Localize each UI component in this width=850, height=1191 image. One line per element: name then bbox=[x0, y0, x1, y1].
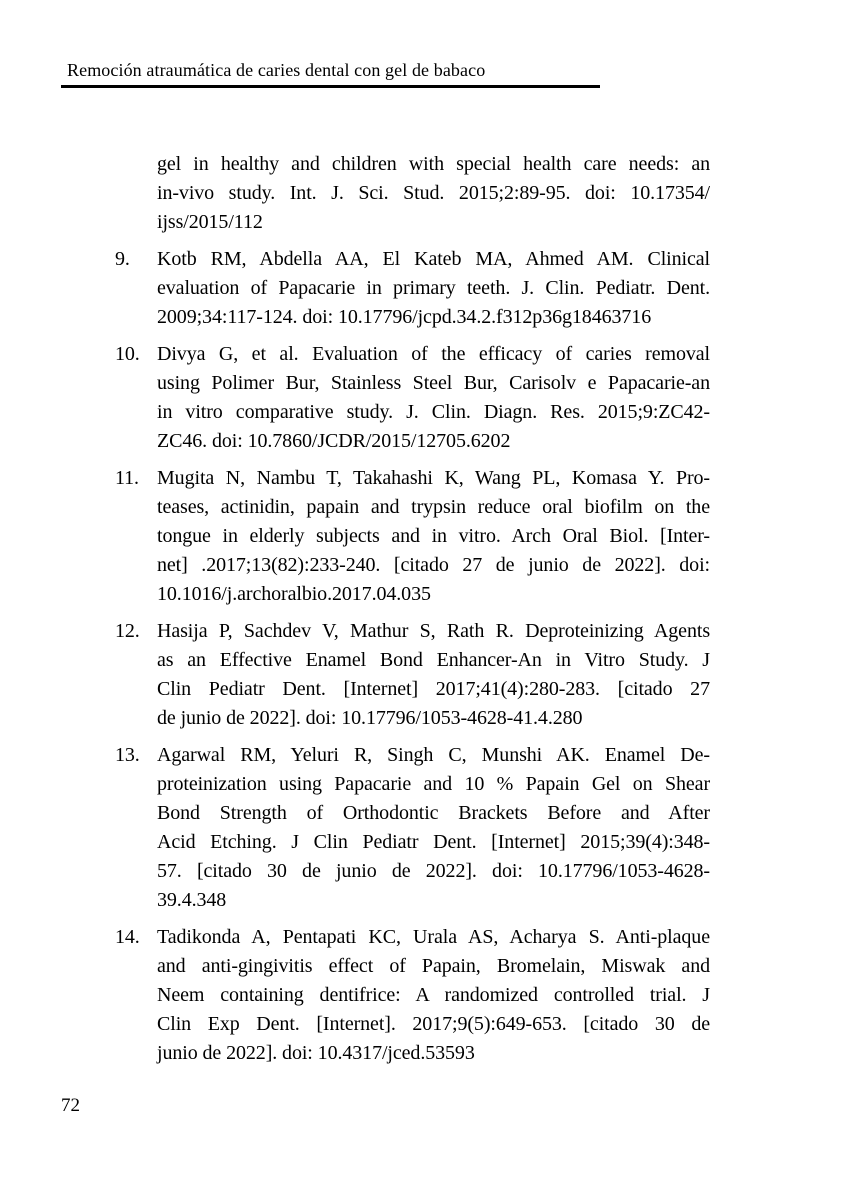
reference-line: Bond Strength of Orthodontic Brackets Before and After bbox=[157, 802, 710, 824]
reference-line: proteinization using Papacarie and 10 % Papain Gel on Shear bbox=[157, 773, 710, 795]
reference-item bbox=[115, 340, 710, 456]
reference-line: and anti-gingivitis effect of Papain, Bromelain, Miswak and bbox=[157, 955, 710, 977]
reference-item bbox=[115, 741, 710, 915]
reference-line: evaluation of Papacarie in primary teeth. J. Clin. Pediatr. Dent. bbox=[157, 277, 710, 299]
reference-line: as an Effective Enamel Bond Enhancer-An in Vitro Study. J bbox=[157, 649, 710, 671]
reference-line: ijss/2015/112 bbox=[157, 211, 263, 233]
reference-line: Acid Etching. J Clin Pediatr Dent. [Internet] 2015;39(4):348- bbox=[157, 831, 710, 853]
reference-line: Divya G, et al. Evaluation of the efficacy of caries removal bbox=[157, 343, 710, 365]
reference-number: 10. bbox=[115, 343, 140, 365]
reference-line: Clin Exp Dent. [Internet]. 2017;9(5):649-653. [citado 30 de bbox=[157, 1013, 710, 1035]
reference-line: 39.4.348 bbox=[157, 889, 227, 911]
reference-number: 14. bbox=[115, 926, 140, 948]
reference-line: gel in healthy and children with special health care needs: an bbox=[157, 153, 710, 175]
reference-line: Hasija P, Sachdev V, Mathur S, Rath R. Deproteinizing Agents bbox=[157, 620, 710, 642]
reference-list bbox=[115, 150, 710, 1076]
reference-item bbox=[115, 923, 710, 1068]
reference-number: 12. bbox=[115, 620, 140, 642]
reference-line: in-vivo study. Int. J. Sci. Stud. 2015;2:89-95. doi: 10.17354/ bbox=[157, 182, 710, 204]
reference-line: net] .2017;13(82):233-240. [citado 27 de junio de 2022]. doi: bbox=[157, 554, 710, 576]
reference-item bbox=[115, 464, 710, 609]
reference-line: in vitro comparative study. J. Clin. Diagn. Res. 2015;9:ZC42- bbox=[157, 401, 710, 423]
reference-line: Agarwal RM, Yeluri R, Singh C, Munshi AK. Enamel De- bbox=[157, 744, 710, 766]
reference-line: teases, actinidin, papain and trypsin reduce oral biofilm on the bbox=[157, 496, 710, 518]
reference-item bbox=[115, 150, 710, 237]
reference-line: using Polimer Bur, Stainless Steel Bur, Carisolv e Papacarie-an bbox=[157, 372, 710, 394]
reference-number: 13. bbox=[115, 744, 140, 766]
header-rule bbox=[61, 85, 600, 88]
reference-line: de junio de 2022]. doi: 10.17796/1053-4628-41.4.280 bbox=[157, 707, 583, 729]
reference-line: Mugita N, Nambu T, Takahashi K, Wang PL, Komasa Y. Pro- bbox=[157, 467, 710, 489]
reference-number: 9. bbox=[115, 248, 130, 270]
page-number: 72 bbox=[61, 1095, 80, 1116]
reference-item bbox=[115, 617, 710, 733]
reference-line: tongue in elderly subjects and in vitro. Arch Oral Biol. [Inter- bbox=[157, 525, 710, 547]
reference-line: Kotb RM, Abdella AA, El Kateb MA, Ahmed AM. Clinical bbox=[157, 248, 710, 270]
reference-number: 11. bbox=[115, 467, 139, 489]
running-header-title: Remoción atraumática de caries dental con gel de babaco bbox=[67, 60, 486, 80]
reference-line: Tadikonda A, Pentapati KC, Urala AS, Acharya S. Anti-plaque bbox=[157, 926, 710, 948]
reference-line: junio de 2022]. doi: 10.4317/jced.53593 bbox=[157, 1042, 475, 1064]
reference-line: 57. [citado 30 de junio de 2022]. doi: 10.17796/1053-4628- bbox=[157, 860, 710, 882]
reference-line: ZC46. doi: 10.7860/JCDR/2015/12705.6202 bbox=[157, 430, 511, 452]
reference-line: Neem containing dentifrice: A randomized controlled trial. J bbox=[157, 984, 710, 1006]
reference-item bbox=[115, 245, 710, 332]
reference-line: Clin Pediatr Dent. [Internet] 2017;41(4):280-283. [citado 27 bbox=[157, 678, 710, 700]
reference-line: 2009;34:117-124. doi: 10.17796/jcpd.34.2.f312p36g18463716 bbox=[157, 306, 652, 328]
reference-line: 10.1016/j.archoralbio.2017.04.035 bbox=[157, 583, 431, 605]
